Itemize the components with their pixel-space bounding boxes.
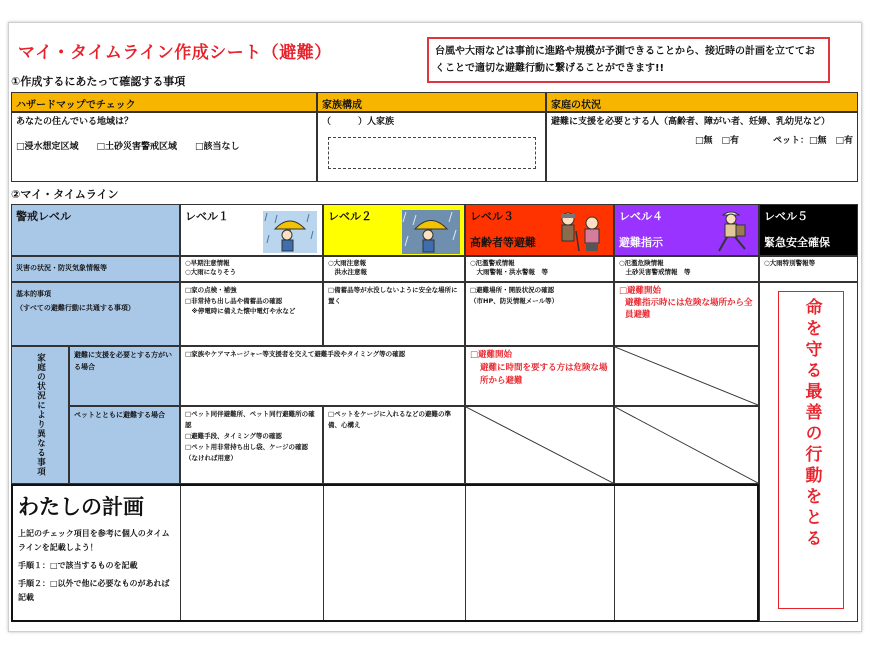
pet-row-label: ペットとともに避難する場合 bbox=[69, 406, 180, 484]
support-row-label: 避難に支援を必要とする方がいる場合 bbox=[69, 346, 180, 406]
side-label: 家庭の状況により異なる事項 bbox=[35, 353, 46, 477]
plan-input-level3[interactable] bbox=[466, 487, 614, 619]
pet-level2: □ペットをケージに入れるなどの避難の準備、心構え bbox=[323, 406, 465, 484]
plan-input-level1[interactable] bbox=[181, 487, 323, 619]
basic-level1: □家の点検・補強 □非常持ち出し品や備蓄品の確認 ※停電時に備えた懐中電灯や水など bbox=[180, 282, 323, 346]
support-level12: □家族やケアマネージャー等支援者を交えて避難手段やタイミング等の確認 bbox=[180, 346, 465, 406]
evacuating-person-icon bbox=[705, 209, 757, 253]
support-level3 bbox=[465, 346, 614, 406]
level1-title: レベル１ bbox=[185, 210, 229, 223]
plan-input-level4[interactable] bbox=[615, 487, 756, 619]
hazard-question: あなたの住んでいる地域は？ bbox=[16, 117, 134, 127]
storm-person-icon bbox=[402, 210, 460, 254]
plan-line-3: 手順２：□以外で他に必要なものがあれば記載 bbox=[18, 579, 170, 602]
rain-person-icon bbox=[263, 211, 317, 253]
level3-subtitle: 高齢者等避難 bbox=[470, 236, 536, 249]
big-message: 命を守る最善の行動をとる bbox=[801, 298, 822, 550]
support-level3-check[interactable]: □避難開始 bbox=[470, 350, 513, 360]
level1-header bbox=[180, 204, 323, 256]
level2-title: レベル２ bbox=[328, 210, 372, 223]
basic-level3: □避難場所・開設状況の確認 （市HP、防災情報メール等） bbox=[465, 282, 614, 346]
plan-line-1: 上記のチェック項目を参考に個人のタイムラインを記載しよう！ bbox=[18, 529, 170, 552]
diagonal-line bbox=[615, 347, 758, 405]
section2-title: ②マイ・タイムライン bbox=[11, 188, 119, 201]
plan-label-cell bbox=[14, 487, 180, 619]
diagonal-line bbox=[466, 407, 613, 483]
level5-header bbox=[759, 204, 858, 256]
home-header: 家庭の状況 bbox=[546, 92, 858, 112]
info-level5: ○大雨特別警報等 bbox=[759, 256, 858, 282]
support-level4-empty bbox=[614, 346, 759, 406]
plan-input-level2[interactable] bbox=[324, 487, 465, 619]
level5-subtitle: 緊急安全確保 bbox=[764, 236, 830, 249]
family-header: 家族構成 bbox=[317, 92, 546, 112]
hazard-option-flood[interactable]: □浸水想定区域 bbox=[16, 142, 79, 152]
big-message-box bbox=[778, 291, 844, 609]
hazard-cell bbox=[11, 112, 317, 182]
diagonal-line bbox=[615, 407, 758, 483]
level4-header bbox=[614, 204, 759, 256]
hazard-option-landslide[interactable]: □土砂災害警戒区域 bbox=[96, 142, 178, 152]
home-support-text: 避難に支援を必要とする人（高齢者、障がい者、妊婦、乳幼児など） bbox=[551, 117, 831, 127]
page-title: マイ・タイムライン作成シート（避難） bbox=[18, 43, 332, 63]
section1-title: ①作成するにあたって確認する事項 bbox=[11, 75, 186, 88]
support-level3-text: 避難に時間を要する方は危険な場所から避難 bbox=[480, 363, 608, 386]
info-level1: ○早期注意情報 ○大雨になりそう bbox=[180, 256, 323, 282]
basic-level4-check[interactable]: □避難開始 bbox=[619, 286, 662, 296]
support-options[interactable]: □無 □有 bbox=[694, 136, 739, 146]
level3-title: レベル３ bbox=[470, 210, 514, 223]
side-label-cell bbox=[11, 346, 69, 484]
elderly-people-icon bbox=[552, 209, 610, 253]
basic-level4 bbox=[614, 282, 759, 346]
plan-title: わたしの計画 bbox=[18, 495, 144, 519]
hazard-header: ハザードマップでチェック bbox=[11, 92, 317, 112]
hazard-option-none[interactable]: □該当なし bbox=[195, 142, 240, 152]
info-row-label: 災害の状況・防災気象情報等 bbox=[11, 256, 180, 282]
info-level3: ○氾濫警戒情報 大雨警報・洪水警報 等 bbox=[465, 256, 614, 282]
home-cell bbox=[546, 112, 858, 182]
notice-text: 台風や大雨などは事前に進路や規模が予測できることから、接近時の計画を立てておくことで適切な避難行動に繋げることができます!! bbox=[435, 46, 815, 74]
family-input-box[interactable] bbox=[328, 137, 536, 169]
level5-column bbox=[759, 282, 858, 622]
basic-level2: □備蓄品等が水没しないように安全な場所に置く bbox=[323, 282, 465, 346]
pet-level4-empty bbox=[614, 406, 759, 484]
level2-header bbox=[323, 204, 465, 256]
level4-title: レベル４ bbox=[619, 210, 663, 223]
pet-level1: □ペット同伴避難所、ペット同行避難所の確認 □避難手段、タイミング等の確認 □ペット用非常持ち出し袋、ケージの確認（なければ用意） bbox=[180, 406, 323, 484]
notice-box bbox=[427, 37, 830, 83]
level4-subtitle: 避難指示 bbox=[619, 236, 663, 249]
family-count[interactable]: （ ）人家族 bbox=[322, 117, 395, 127]
pet-level3-empty bbox=[465, 406, 614, 484]
family-cell bbox=[317, 112, 546, 182]
plan-line-2: 手順１：□で該当するものを記載 bbox=[18, 561, 138, 570]
level5-title: レベル５ bbox=[764, 210, 808, 223]
level3-header bbox=[465, 204, 614, 256]
info-level4: ○氾濫危険情報 土砂災害警戒情報 等 bbox=[614, 256, 759, 282]
pet-options[interactable]: ペット：□無 □有 bbox=[772, 136, 853, 146]
basic-level4-text: 避難指示時には危険な場所から全員避難 bbox=[625, 298, 753, 320]
basic-row-label: 基本的事項 （すべての避難行動に共通する事項） bbox=[11, 282, 180, 346]
info-level2: ○大雨注意報 洪水注意報 bbox=[323, 256, 465, 282]
level-label: 警戒レベル bbox=[11, 204, 180, 256]
